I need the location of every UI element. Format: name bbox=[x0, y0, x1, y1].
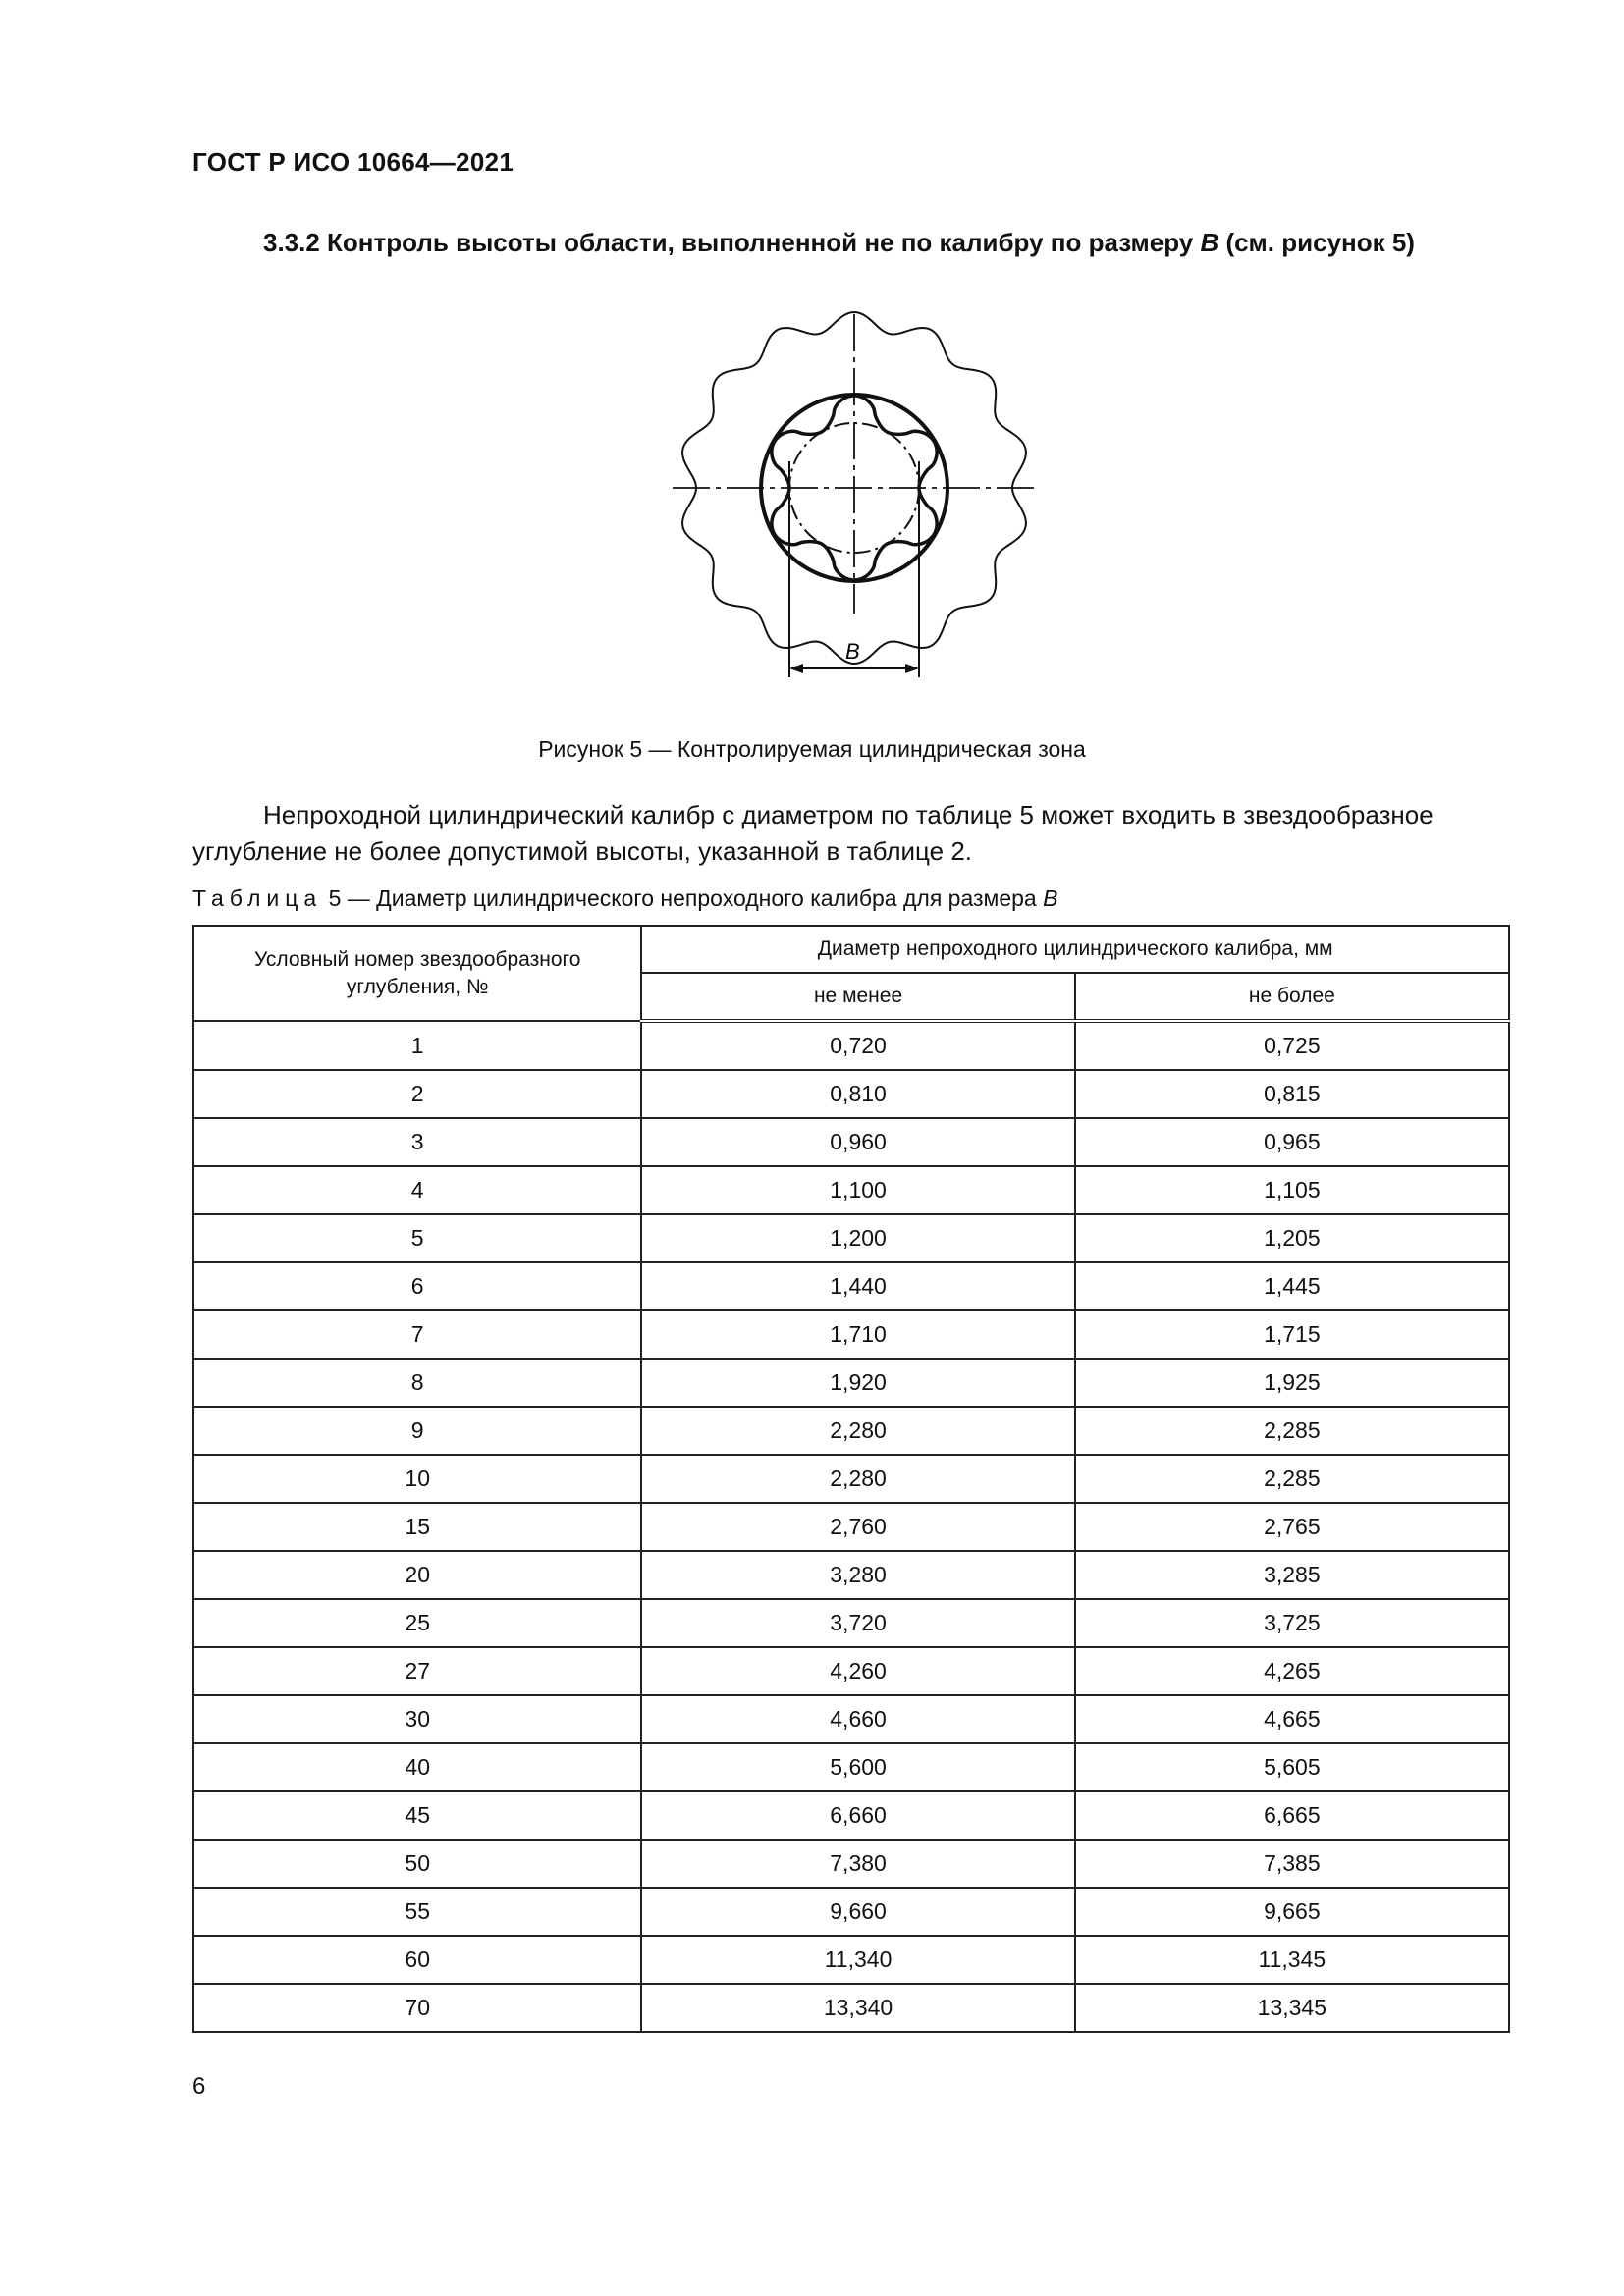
cell-diameter-min: 0,960 bbox=[641, 1118, 1074, 1166]
table-row bbox=[193, 1599, 1509, 1647]
column-header-min: не менее bbox=[641, 973, 1074, 1021]
cell-diameter-min: 0,720 bbox=[641, 1021, 1074, 1070]
cell-diameter-min: 2,280 bbox=[641, 1455, 1074, 1503]
cell-diameter-min: 0,810 bbox=[641, 1070, 1074, 1118]
dimension-arrow-left bbox=[789, 664, 803, 673]
table-row bbox=[193, 1888, 1509, 1936]
dimension-arrow-right bbox=[905, 664, 919, 673]
cell-recess-number: 2 bbox=[193, 1070, 641, 1118]
cell-diameter-min: 4,660 bbox=[641, 1695, 1074, 1743]
table-row bbox=[193, 1407, 1509, 1455]
table-title-variable: B bbox=[1043, 885, 1058, 911]
cell-recess-number: 20 bbox=[193, 1551, 641, 1599]
cell-diameter-max: 13,345 bbox=[1075, 1984, 1509, 2032]
table-row bbox=[193, 1262, 1509, 1310]
section-title-variable: B bbox=[1200, 228, 1219, 257]
cell-diameter-min: 2,760 bbox=[641, 1503, 1074, 1551]
cell-diameter-max: 4,265 bbox=[1075, 1647, 1509, 1695]
table-row bbox=[193, 1021, 1509, 1070]
table-row bbox=[193, 1791, 1509, 1840]
column-header-recess-number: Условный номер звездообразного углубления, № bbox=[193, 926, 641, 1021]
cell-diameter-min: 11,340 bbox=[641, 1936, 1074, 1984]
table-row bbox=[193, 1647, 1509, 1695]
cell-diameter-max: 5,605 bbox=[1075, 1743, 1509, 1791]
cell-recess-number: 7 bbox=[193, 1310, 641, 1359]
star-recess-diagram bbox=[668, 309, 1041, 702]
cell-diameter-min: 1,710 bbox=[641, 1310, 1074, 1359]
cell-recess-number: 15 bbox=[193, 1503, 641, 1551]
cell-diameter-max: 1,715 bbox=[1075, 1310, 1509, 1359]
cell-diameter-max: 0,965 bbox=[1075, 1118, 1509, 1166]
table-row bbox=[193, 1984, 1509, 2032]
section-title bbox=[263, 228, 1415, 258]
cell-diameter-min: 1,100 bbox=[641, 1166, 1074, 1214]
table-row bbox=[193, 1743, 1509, 1791]
cell-diameter-max: 1,925 bbox=[1075, 1359, 1509, 1407]
cell-recess-number: 3 bbox=[193, 1118, 641, 1166]
table-row bbox=[193, 1214, 1509, 1262]
page-number: 6 bbox=[192, 2073, 206, 2100]
cell-diameter-min: 4,260 bbox=[641, 1647, 1074, 1695]
table-title-number: 5 bbox=[328, 885, 342, 911]
table-row bbox=[193, 1359, 1509, 1407]
cell-diameter-max: 3,725 bbox=[1075, 1599, 1509, 1647]
table-row bbox=[193, 1503, 1509, 1551]
section-title-text: 3.3.2 Контроль высоты области, выполненной не по калибру по размеру bbox=[263, 228, 1201, 257]
column-header-gauge-diameter: Диаметр непроходного цилиндрического калибра, мм bbox=[641, 926, 1509, 973]
body-paragraph bbox=[192, 797, 1508, 870]
table-row bbox=[193, 1936, 1509, 1984]
table-row bbox=[193, 1070, 1509, 1118]
cell-diameter-min: 6,660 bbox=[641, 1791, 1074, 1840]
cell-recess-number: 9 bbox=[193, 1407, 641, 1455]
cell-recess-number: 27 bbox=[193, 1647, 641, 1695]
table-title-text: Диаметр цилиндрического непроходного калибра для размера bbox=[376, 885, 1044, 911]
cell-diameter-min: 9,660 bbox=[641, 1888, 1074, 1936]
cell-diameter-min: 7,380 bbox=[641, 1840, 1074, 1888]
cell-diameter-max: 2,285 bbox=[1075, 1455, 1509, 1503]
figure-caption: Рисунок 5 — Контролируемая цилиндрическая зона bbox=[538, 736, 1086, 762]
document-header: ГОСТ Р ИСО 10664—2021 bbox=[192, 147, 514, 177]
cell-recess-number: 1 bbox=[193, 1021, 641, 1070]
table-row bbox=[193, 1166, 1509, 1214]
cell-recess-number: 60 bbox=[193, 1936, 641, 1984]
section-title-reference: (см. рисунок 5) bbox=[1218, 228, 1415, 257]
cell-recess-number: 8 bbox=[193, 1359, 641, 1407]
cell-diameter-max: 2,765 bbox=[1075, 1503, 1509, 1551]
cell-recess-number: 40 bbox=[193, 1743, 641, 1791]
cell-diameter-max: 1,205 bbox=[1075, 1214, 1509, 1262]
table-row bbox=[193, 1310, 1509, 1359]
table-title-dash: — bbox=[347, 885, 370, 911]
cell-recess-number: 25 bbox=[193, 1599, 641, 1647]
cell-diameter-min: 5,600 bbox=[641, 1743, 1074, 1791]
cell-recess-number: 30 bbox=[193, 1695, 641, 1743]
table-body bbox=[193, 1021, 1509, 2032]
cell-diameter-max: 3,285 bbox=[1075, 1551, 1509, 1599]
cell-diameter-min: 3,720 bbox=[641, 1599, 1074, 1647]
cell-diameter-min: 2,280 bbox=[641, 1407, 1074, 1455]
table-title-word: Таблица bbox=[192, 885, 323, 911]
gauge-diameter-table bbox=[192, 925, 1510, 2033]
cell-diameter-max: 11,345 bbox=[1075, 1936, 1509, 1984]
cell-recess-number: 45 bbox=[193, 1791, 641, 1840]
cell-recess-number: 50 bbox=[193, 1840, 641, 1888]
cell-diameter-min: 1,440 bbox=[641, 1262, 1074, 1310]
cell-recess-number: 4 bbox=[193, 1166, 641, 1214]
cell-diameter-min: 3,280 bbox=[641, 1551, 1074, 1599]
cell-diameter-max: 1,445 bbox=[1075, 1262, 1509, 1310]
cell-diameter-max: 0,725 bbox=[1075, 1021, 1509, 1070]
table-title bbox=[192, 885, 1057, 912]
cell-diameter-max: 1,105 bbox=[1075, 1166, 1509, 1214]
cell-diameter-max: 9,665 bbox=[1075, 1888, 1509, 1936]
table-row bbox=[193, 1695, 1509, 1743]
cell-diameter-max: 4,665 bbox=[1075, 1695, 1509, 1743]
paragraph-line-2: углубление не более допустимой высоты, указанной в таблице 2. bbox=[192, 836, 973, 866]
dimension-label-b: B bbox=[845, 639, 860, 664]
cell-recess-number: 5 bbox=[193, 1214, 641, 1262]
cell-diameter-min: 13,340 bbox=[641, 1984, 1074, 2032]
paragraph-line-1: Непроходной цилиндрический калибр с диаметром по таблице 5 может входить в звездообразное bbox=[263, 800, 1434, 829]
table-row bbox=[193, 1118, 1509, 1166]
cell-diameter-max: 2,285 bbox=[1075, 1407, 1509, 1455]
cell-recess-number: 6 bbox=[193, 1262, 641, 1310]
cell-diameter-max: 7,385 bbox=[1075, 1840, 1509, 1888]
cell-recess-number: 10 bbox=[193, 1455, 641, 1503]
table-row bbox=[193, 1840, 1509, 1888]
cell-diameter-max: 0,815 bbox=[1075, 1070, 1509, 1118]
cell-recess-number: 55 bbox=[193, 1888, 641, 1936]
cell-diameter-min: 1,200 bbox=[641, 1214, 1074, 1262]
table-row bbox=[193, 1551, 1509, 1599]
cell-diameter-min: 1,920 bbox=[641, 1359, 1074, 1407]
figure-5-drawing bbox=[668, 309, 1041, 702]
column-header-max: не более bbox=[1075, 973, 1509, 1021]
cell-recess-number: 70 bbox=[193, 1984, 641, 2032]
table-row bbox=[193, 1455, 1509, 1503]
cell-diameter-max: 6,665 bbox=[1075, 1791, 1509, 1840]
